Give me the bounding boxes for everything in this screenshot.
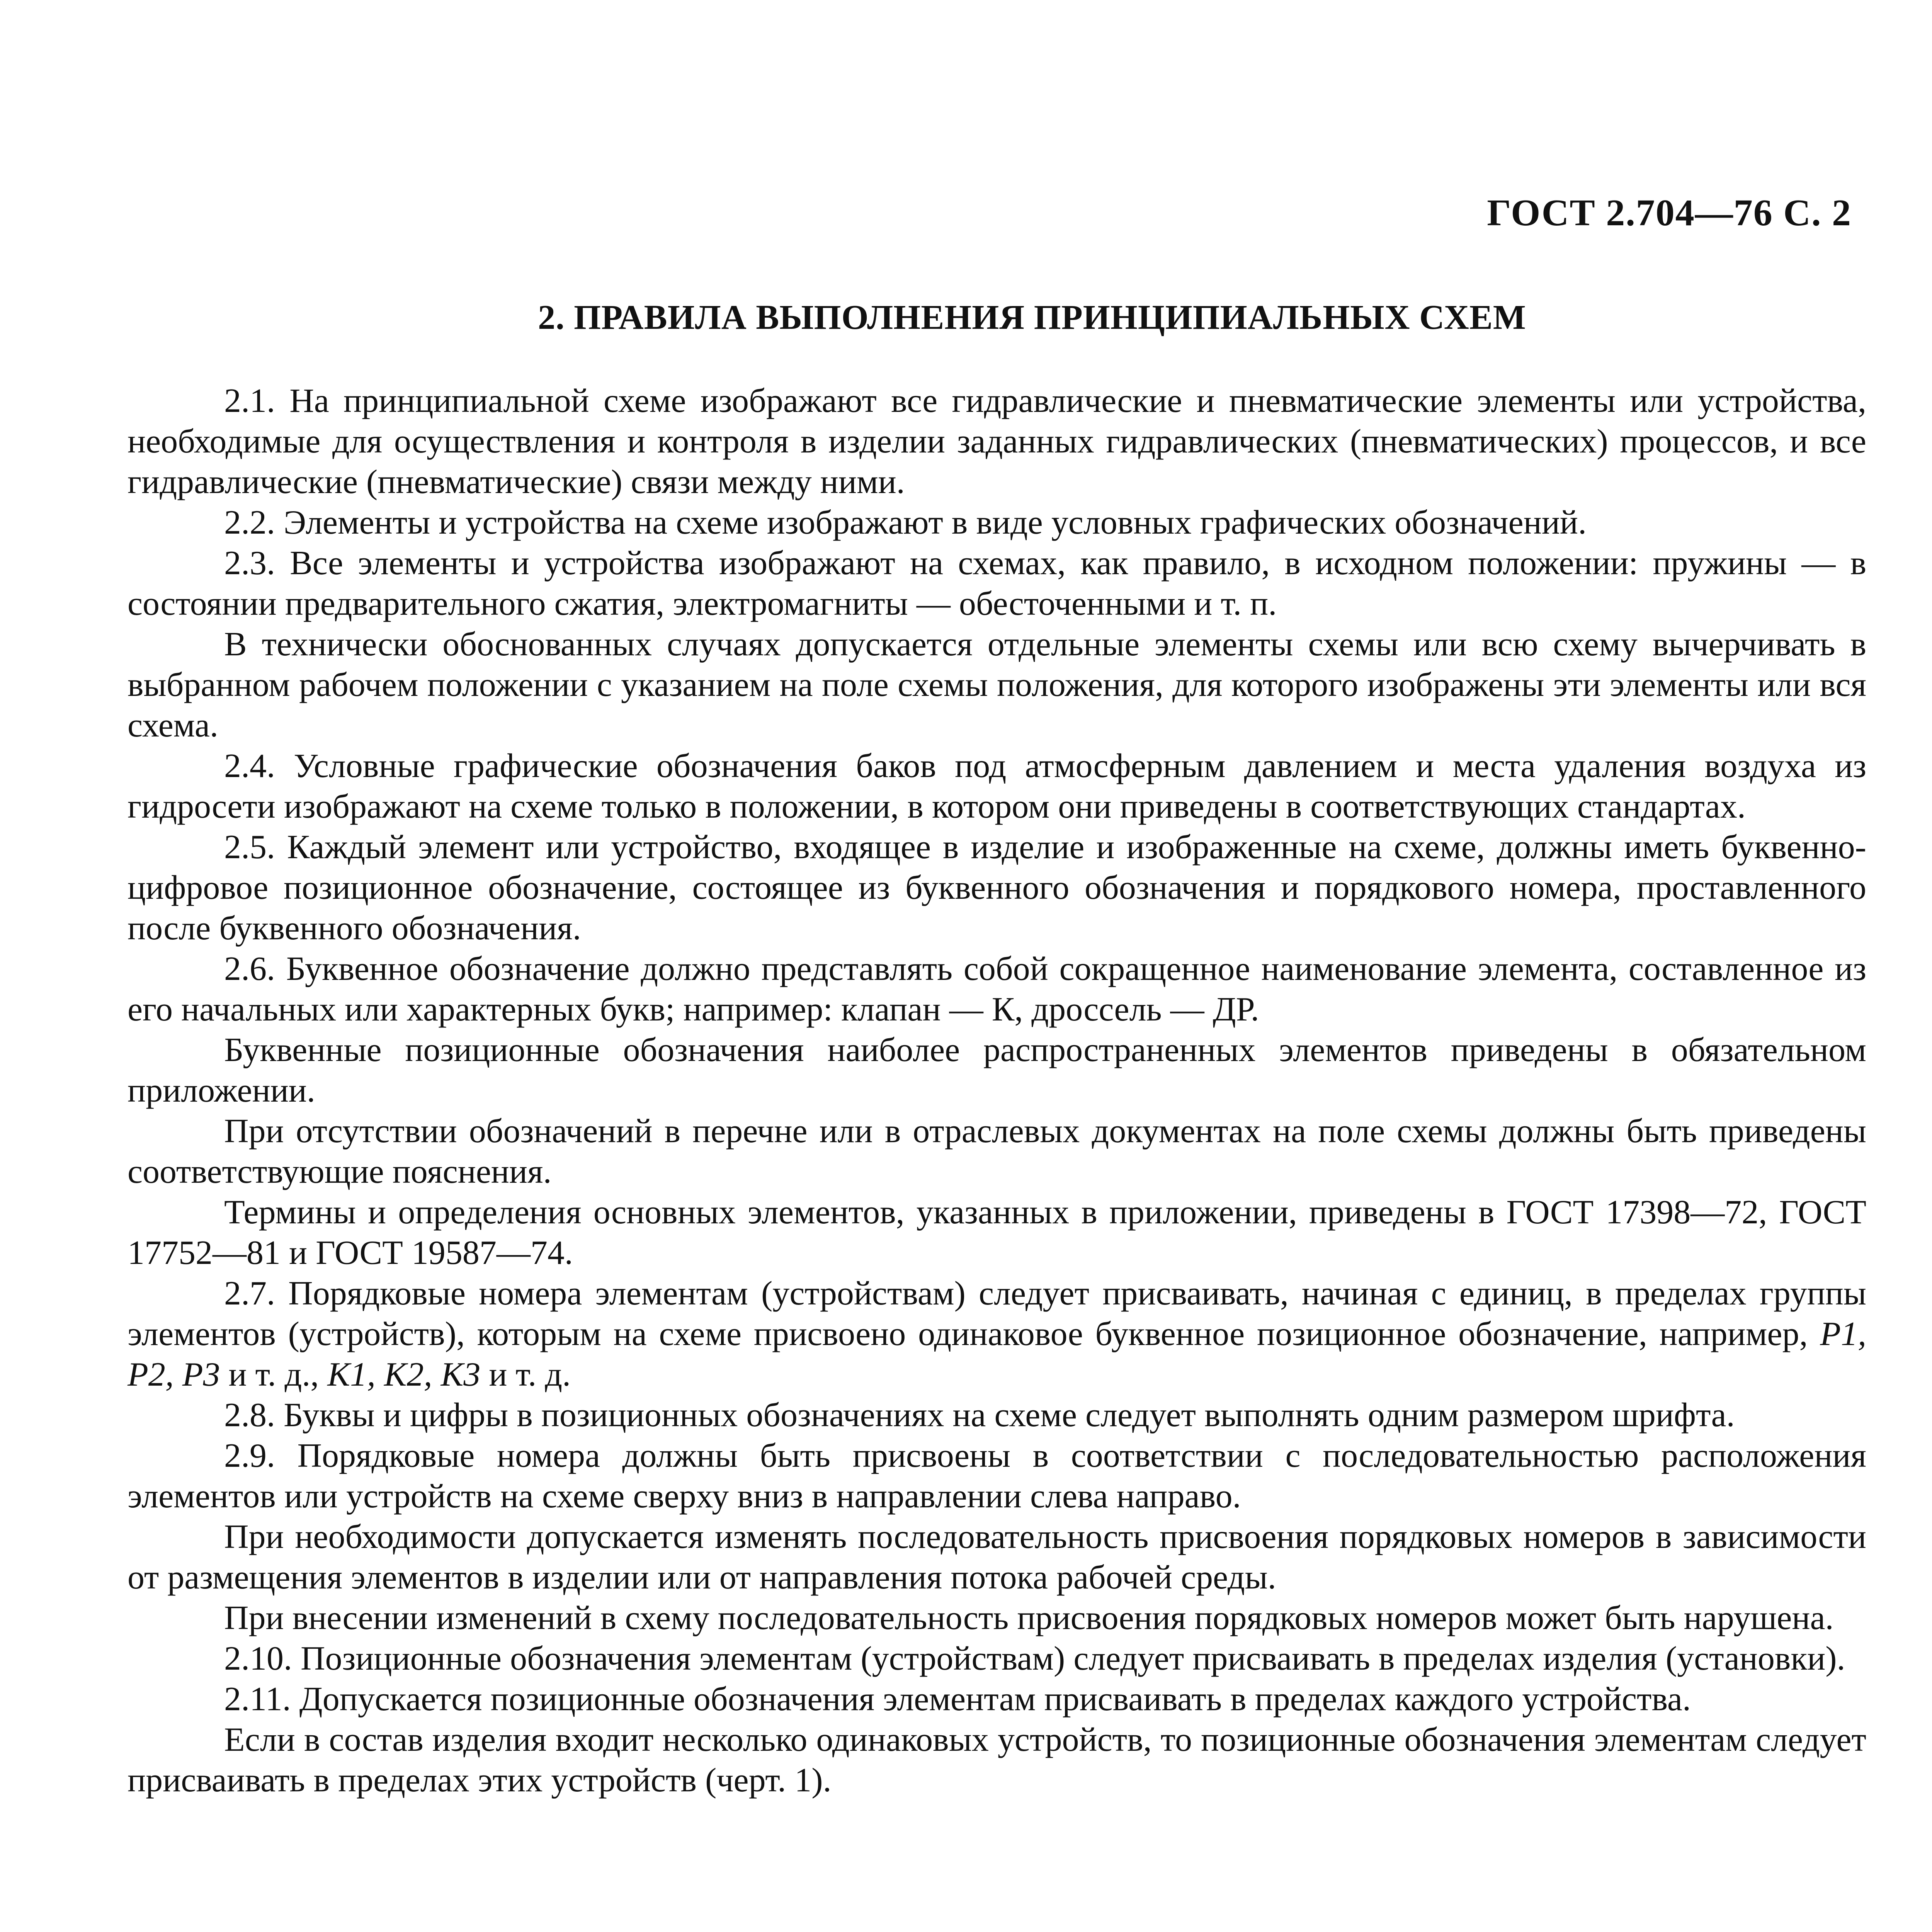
- section-title: 2. ПРАВИЛА ВЫПОЛНЕНИЯ ПРИНЦИПИАЛЬНЫХ СХЕМ: [538, 298, 1526, 337]
- paragraph: При отсутствии обозначений в перечне или в отраслевых документах на поле схемы должны быть приведены соответствующие пояснения.: [128, 1112, 1866, 1190]
- paragraph: 2.5. Каждый элемент или устройство, входящее в изделие и изображенные на схеме, должны иметь буквенно-цифровое позиционное обозначение, состоящее из буквенного обозначения и порядкового номера, проставленного после буквенного обозначения.: [128, 828, 1866, 947]
- designation-example-k: K1, K2, K3: [327, 1356, 481, 1393]
- paragraph: 2.3. Все элементы и устройства изображают на схемах, как правило, в исходном положении: пружины — в состоянии предварительного сжатия, электромагниты — обесточенными и т. п.: [128, 544, 1866, 622]
- paragraph: 2.1. На принципиальной схеме изображают все гидравлические и пневматические элементы или устройства, необходимые для осуществления и контроля в изделии заданных гидравлических (пневматических) процессов, и все гидравлические (пневматические) связи между ними.: [128, 382, 1866, 501]
- paragraph: Термины и определения основных элементов, указанных в приложении, приведены в ГОСТ 17398—72, ГОСТ 17752—81 и ГОСТ 19587—74.: [128, 1194, 1866, 1272]
- paragraph: 2.6. Буквенное обозначение должно представлять собой сокращенное наименование элемента, составленное из его начальных или характерных букв; например: клапан — К, дроссель — ДР.: [128, 950, 1866, 1028]
- paragraph: 2.9. Порядковые номера должны быть присвоены в соответствии с последовательностью расположения элементов или устройств на схеме сверху вниз в направлении слева направо.: [128, 1437, 1866, 1515]
- paragraph: При внесении изменений в схему последовательность присвоения порядковых номеров может быть нарушена.: [224, 1599, 1834, 1637]
- paragraph: Если в состав изделия входит несколько одинаковых устройств, то позиционные обозначения элементам следует присваивать в пределах этих устройств (черт. 1).: [128, 1721, 1866, 1799]
- paragraph: 2.2. Элементы и устройства на схеме изображают в виде условных графических обозначений.: [224, 504, 1587, 541]
- paragraph: 2.11. Допускается позиционные обозначения элементам присваивать в пределах каждого устройства.: [224, 1680, 1691, 1718]
- body-text: [128, 381, 1866, 1801]
- paragraph: 2.4. Условные графические обозначения баков под атмосферным давлением и места удаления воздуха из гидросети изображают на схеме только в положении, в котором они приведены в соответствующих стандартах.: [128, 747, 1866, 825]
- paragraph: 2.10. Позиционные обозначения элементам (устройствам) следует присваивать в пределах изделия (установки).: [224, 1640, 1845, 1677]
- paragraph-text: 2.7. Порядковые номера элементам (устройствам) следует присваивать, начиная с единиц, в пределах группы элементов (устройств), которым на схеме присвоено одинаковое буквенное позиционное обозначение, например,: [128, 1275, 1866, 1353]
- paragraph-text: и т. д.,: [228, 1356, 319, 1393]
- paragraph: 2.8. Буквы и цифры в позиционных обозначениях на схеме следует выполнять одним размером шрифта.: [224, 1396, 1735, 1434]
- paragraph: В технически обоснованных случаях допускается отдельные элементы схемы или всю схему вычерчивать в выбранном рабочем положении с указанием на поле схемы положения, для которого изображены эти элементы или вся схема.: [128, 626, 1866, 744]
- designation-example-r: P1, P2, P3: [128, 1315, 1867, 1393]
- paragraph: Буквенные позиционные обозначения наиболее распространенных элементов приведены в обязательном приложении.: [128, 1031, 1866, 1109]
- paragraph-text: и т. д.: [489, 1356, 571, 1393]
- paragraph-2-7: [128, 1273, 1866, 1395]
- paragraph: При необходимости допускается изменять последовательность присвоения порядковых номеров в зависимости от размещения элементов в изделии или от направления потока рабочей среды.: [128, 1518, 1866, 1596]
- page-header: ГОСТ 2.704—76 С. 2: [1487, 192, 1852, 234]
